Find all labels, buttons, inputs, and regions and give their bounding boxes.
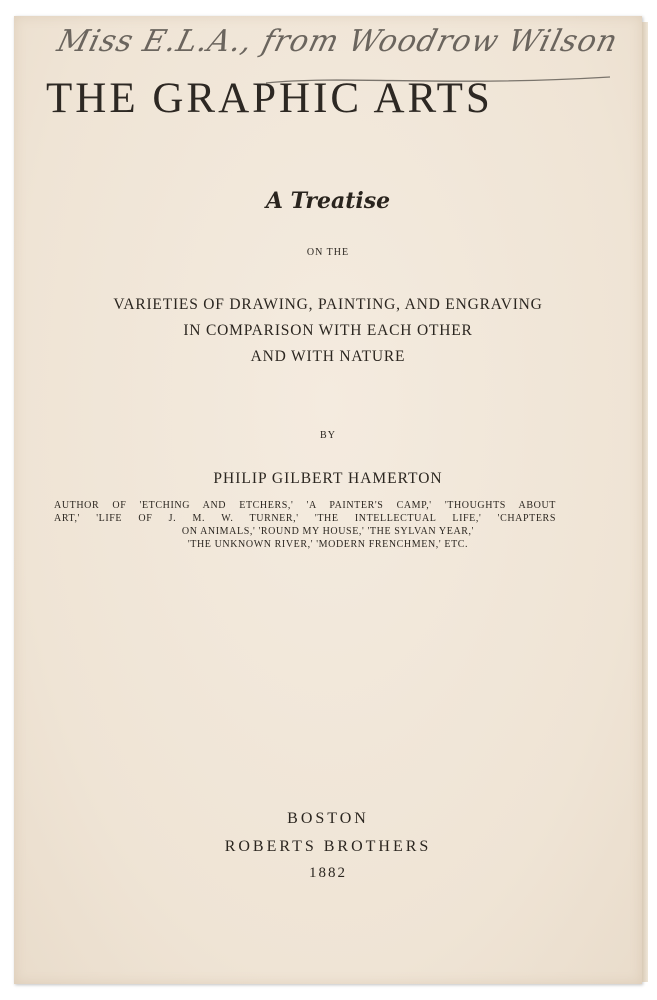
- connector-text: ON THE: [306, 247, 350, 258]
- description-line: IN COMPARISON WITH EACH OTHER: [183, 322, 473, 339]
- imprint-year: 1882: [309, 865, 347, 881]
- by-label: BY: [320, 430, 336, 441]
- author-name: PHILIP GILBERT HAMERTON: [213, 470, 443, 487]
- imprint-city: BOSTON: [287, 810, 369, 827]
- author-credits-line: AUTHOR OF 'ETCHING AND ETCHERS,' 'A PAINTER'S CAMP,' 'THOUGHTS ABOUT: [54, 500, 556, 511]
- author-credits-line: ON ANIMALS,' 'ROUND MY HOUSE,' 'THE SYLVAN YEAR,': [181, 526, 475, 537]
- handwritten-inscription: Miss E.L.A., from Woodrow Wilson: [53, 24, 622, 59]
- imprint-publisher: ROBERTS BROTHERS: [224, 838, 432, 855]
- description-line: AND WITH NATURE: [250, 348, 406, 365]
- description-line: VARIETIES OF DRAWING, PAINTING, AND ENGRAVING: [113, 296, 543, 313]
- author-credits-line: ART,' 'LIFE OF J. M. W. TURNER,' 'THE INTELLECTUAL LIFE,' 'CHAPTERS: [54, 513, 556, 524]
- title-page: [14, 16, 642, 984]
- author-credits-line: 'THE UNKNOWN RIVER,' 'MODERN FRENCHMEN,' ETC.: [187, 539, 469, 550]
- book-subtitle: A Treatise: [265, 188, 391, 214]
- book-title: THE GRAPHIC ARTS: [46, 75, 493, 122]
